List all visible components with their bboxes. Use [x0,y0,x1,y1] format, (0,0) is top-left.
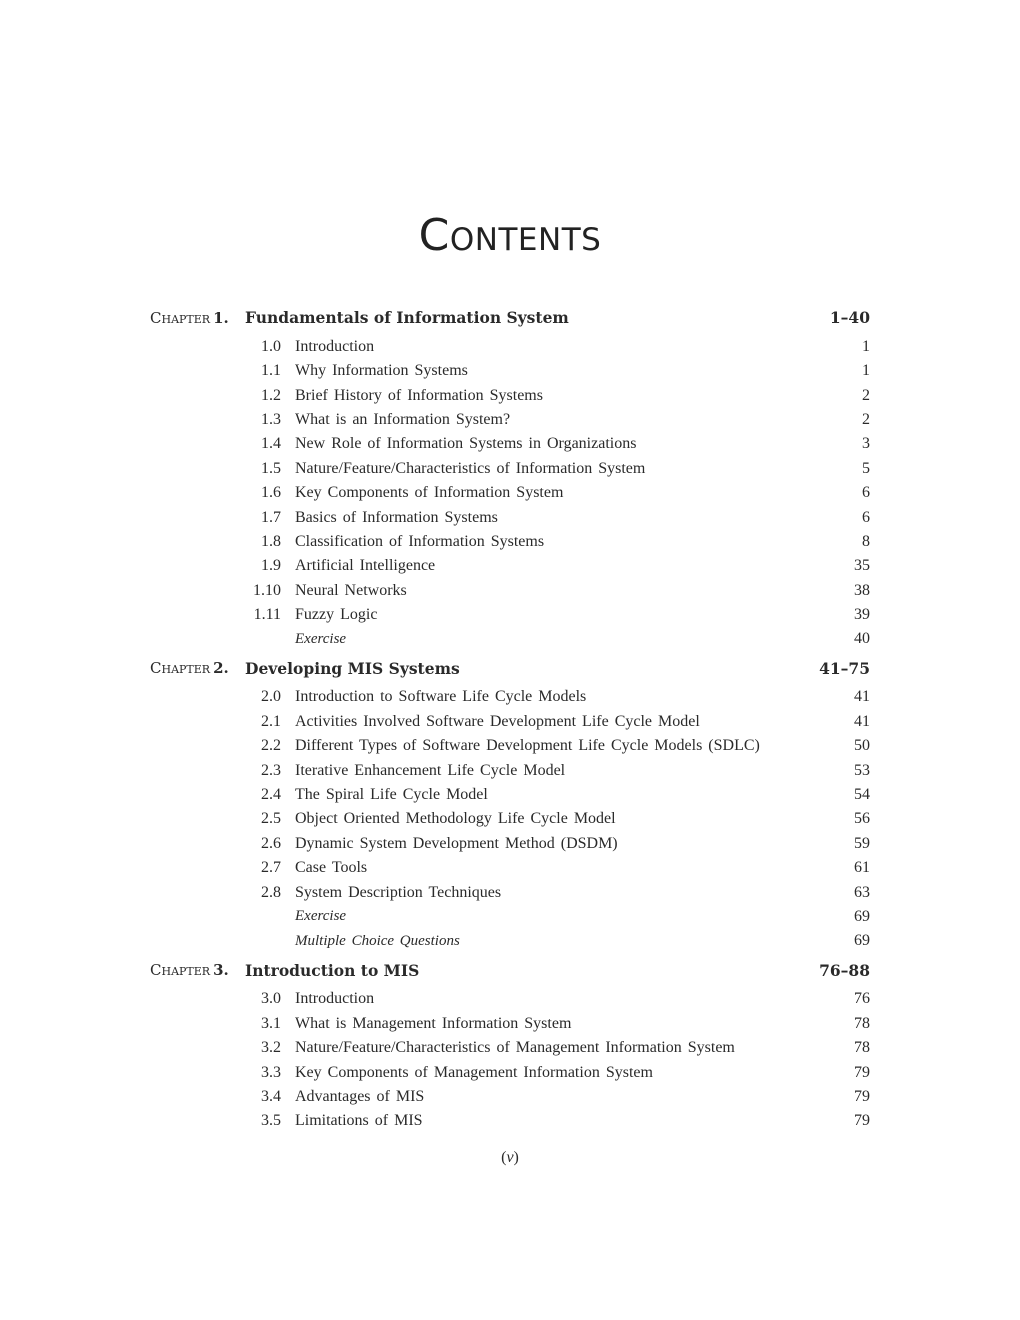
chapter-label [150,309,245,327]
section-page: 6 [862,508,870,526]
section-title: Key Components of Information System [295,484,564,502]
section-title: Multiple Choice Questions [295,932,460,949]
chapter-heading [150,954,870,988]
section-page: 41 [854,688,870,706]
toc-entry[interactable] [150,1036,870,1060]
chapter-word: Chapter [150,308,211,327]
section-title: Different Types of Software Development Life Cycle Models (SDLC) [295,737,760,755]
section-page: 53 [854,761,870,779]
section-number: 1.0 [261,337,281,355]
section-page: 35 [854,557,870,575]
table-of-contents [150,301,870,1134]
section-title: Exercise [295,630,347,647]
toc-entry[interactable] [150,685,870,709]
section-title: Classification of Information Systems [295,532,545,550]
chapter-pages: 41–75 [819,658,870,678]
section-page: 56 [854,810,870,828]
section-title: Introduction to Software Life Cycle Models [295,688,587,706]
section-number: 2.6 [261,834,281,852]
toc-entry[interactable] [150,856,870,880]
section-number: 3.1 [261,1014,281,1032]
section-title: Why Information Systems [295,362,468,380]
toc-entry[interactable] [150,783,870,807]
section-title: Fuzzy Logic [295,606,378,624]
section-title: Advantages of MIS [295,1087,425,1105]
section-page: 61 [854,859,870,877]
toc-entry[interactable] [150,807,870,831]
section-number: 1.9 [261,557,281,575]
section-page: 1 [862,362,870,380]
toc-entry[interactable] [150,832,870,856]
toc-entry[interactable] [150,710,870,734]
section-number: 1.11 [253,606,281,624]
chapter-heading [150,301,870,335]
toc-entry[interactable] [150,554,870,578]
section-number: 3.3 [261,1063,281,1081]
section-number: 2.7 [261,859,281,877]
section-number: 2.8 [261,883,281,901]
section-title: New Role of Information Systems in Organizations [295,435,637,453]
section-number: 2.1 [261,712,281,730]
section-page: 40 [854,630,870,648]
chapter-title[interactable]: Introduction to MIS [245,960,420,980]
section-number: 1.4 [261,435,281,453]
section-page: 78 [854,1039,870,1057]
section-page: 76 [854,990,870,1008]
section-number: 1.5 [261,459,281,477]
section-title: The Spiral Life Cycle Model [295,786,488,804]
section-title: Object Oriented Methodology Life Cycle Model [295,810,616,828]
toc-entry[interactable] [150,758,870,782]
section-page: 69 [854,907,870,925]
toc-entry[interactable] [150,408,870,432]
section-page: 54 [854,786,870,804]
section-number: 2.3 [261,761,281,779]
section-title: Nature/Feature/Characteristics of Information System [295,459,646,477]
toc-entry[interactable] [150,734,870,758]
toc-entry[interactable] [150,359,870,383]
section-title: Basics of Information Systems [295,508,498,526]
chapter-title[interactable]: Fundamentals of Information System [245,308,569,328]
toc-entry[interactable] [150,335,870,359]
chapter-word: Chapter [150,659,211,678]
toc-entry[interactable] [150,457,870,481]
section-page: 63 [854,883,870,901]
section-title: Iterative Enhancement Life Cycle Model [295,761,566,779]
chapter-number: 1. [213,308,229,327]
toc-entry[interactable] [150,1085,870,1109]
section-page: 41 [854,712,870,730]
section-page: 3 [862,435,870,453]
section-page: 8 [862,532,870,550]
toc-entry[interactable] [150,481,870,505]
chapter-title[interactable]: Developing MIS Systems [245,658,460,678]
section-page: 39 [854,606,870,624]
section-number: 3.2 [261,1039,281,1057]
section-page: 6 [862,484,870,502]
section-number: 1.3 [261,410,281,428]
section-title: Key Components of Management Information System [295,1063,653,1081]
toc-entry[interactable] [150,603,870,627]
toc-entry[interactable] [150,530,870,554]
chapter-number: 2. [213,659,229,678]
section-title: Brief History of Information Systems [295,386,543,404]
chapter-heading [150,652,870,686]
section-number: 2.4 [261,786,281,804]
section-title: What is an Information System? [295,410,511,428]
section-title: System Description Techniques [295,883,502,901]
page-number: (v) [501,1149,519,1166]
toc-entry[interactable] [150,505,870,529]
chapter-number: 3. [213,961,229,980]
page-title: Contents [418,210,602,261]
section-number: 1.1 [261,362,281,380]
section-title: Limitations of MIS [295,1112,423,1130]
section-page: 69 [854,932,870,950]
toc-entry[interactable] [150,432,870,456]
toc-entry[interactable] [150,383,870,407]
section-title: Case Tools [295,859,368,877]
chapter-label [150,961,245,979]
section-number: 1.10 [253,581,281,599]
toc-entry[interactable] [150,627,870,651]
section-title: Artificial Intelligence [295,557,436,575]
section-title: Dynamic System Development Method (DSDM) [295,834,618,852]
section-page: 79 [854,1063,870,1081]
section-title: Nature/Feature/Characteristics of Management Information System [295,1039,735,1057]
section-page: 59 [854,834,870,852]
section-page: 2 [862,386,870,404]
section-title: Introduction [295,337,375,355]
chapter-word: Chapter [150,961,211,980]
section-number: 3.5 [261,1112,281,1130]
toc-entry[interactable] [150,1060,870,1084]
section-number: 1.2 [261,386,281,404]
section-page: 5 [862,459,870,477]
section-page: 50 [854,737,870,755]
chapter-pages: 76–88 [819,960,870,980]
section-number: 1.8 [261,532,281,550]
chapter-label [150,659,245,677]
section-page: 78 [854,1014,870,1032]
section-number: 1.7 [261,508,281,526]
section-title: Neural Networks [295,581,407,599]
section-number: 1.6 [261,484,281,502]
section-title: Activities Involved Software Development Life Cycle Model [295,712,700,730]
chapter-pages: 1–40 [829,308,870,328]
toc-entry[interactable] [150,880,870,904]
page-number-value: v [506,1149,514,1166]
section-page: 79 [854,1087,870,1105]
section-page: 79 [854,1112,870,1130]
section-number: 2.2 [261,737,281,755]
section-title: Exercise [295,908,347,925]
section-title: What is Management Information System [295,1014,572,1032]
section-number: 2.0 [261,688,281,706]
section-number: 3.0 [261,990,281,1008]
toc-entry[interactable] [150,1109,870,1133]
section-title: Introduction [295,990,375,1008]
section-page: 38 [854,581,870,599]
section-page: 2 [862,410,870,428]
toc-entry[interactable] [150,1012,870,1036]
section-number: 3.4 [261,1087,281,1105]
section-page: 1 [862,337,870,355]
toc-entry[interactable] [150,929,870,953]
toc-entry[interactable] [150,905,870,929]
toc-entry[interactable] [150,987,870,1011]
section-number: 2.5 [261,810,281,828]
toc-entry[interactable] [150,579,870,603]
